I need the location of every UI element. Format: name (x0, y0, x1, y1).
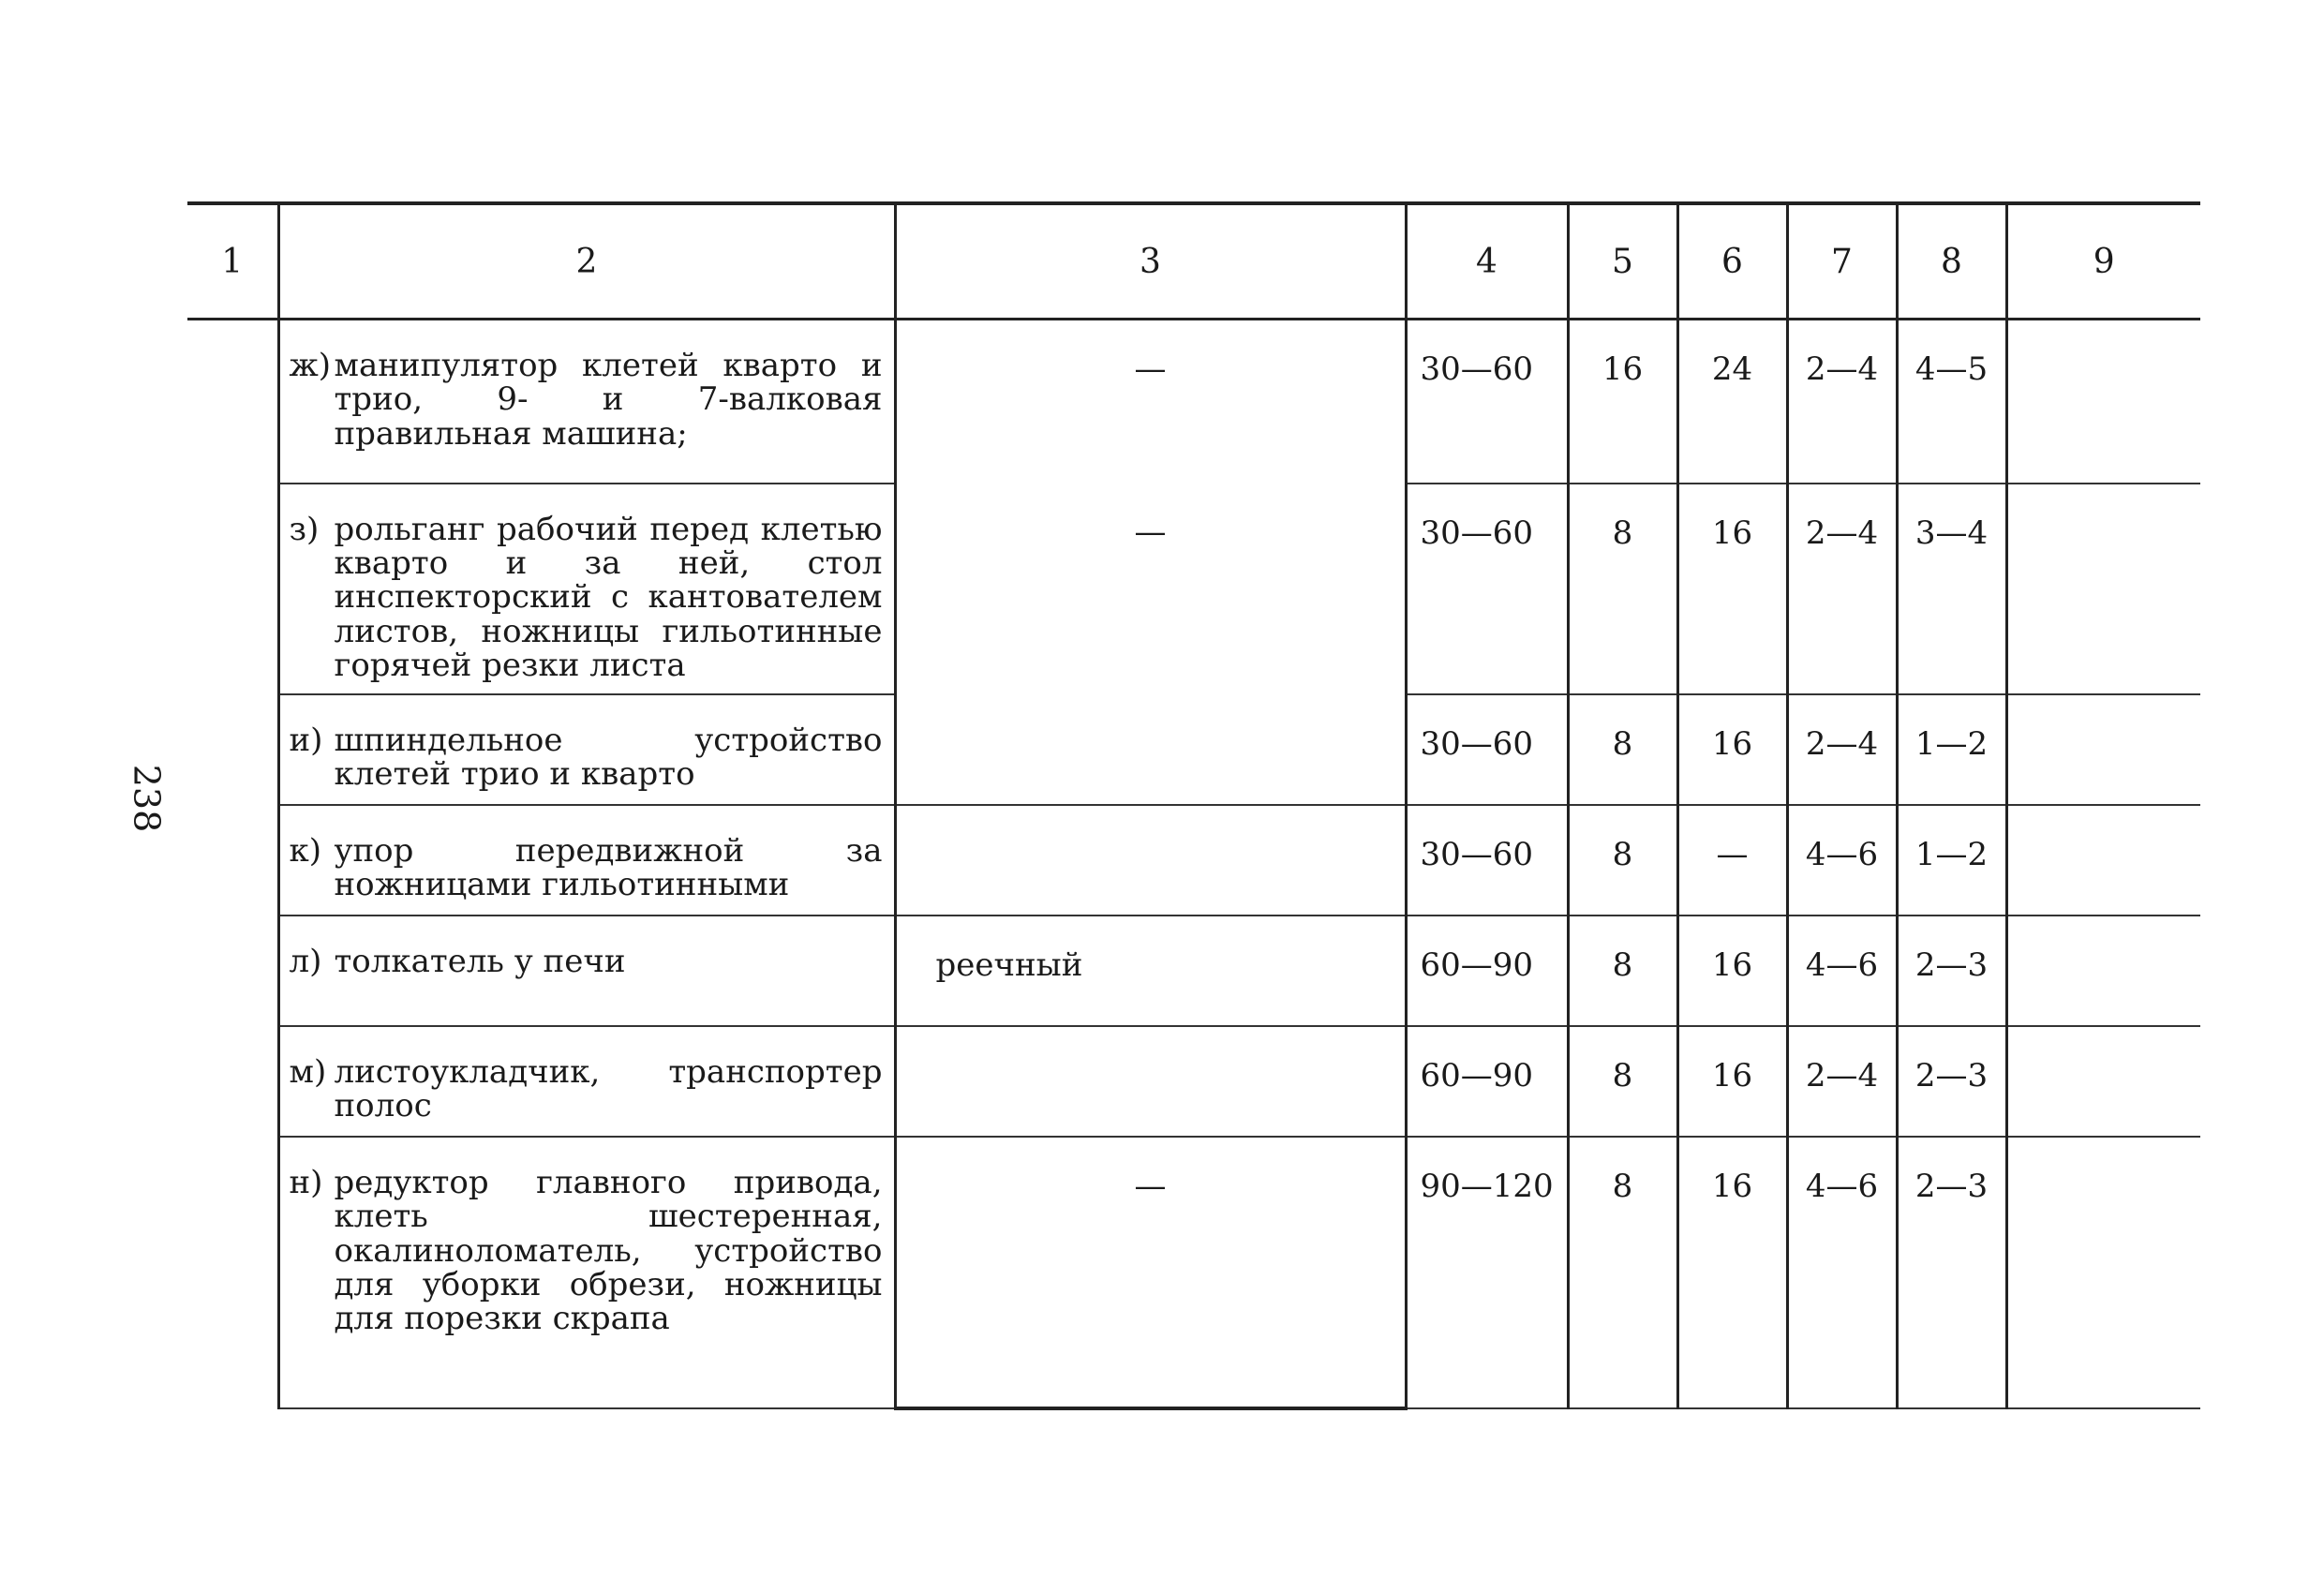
item-text: редуктор главного привода, клеть шестеренная, окалиноломатель, устройство для уборки обрези, ножницы для порезки скрапа (334, 1163, 883, 1338)
header-col-2: 2 (278, 203, 895, 320)
cell-col-7: 2—4 (1787, 320, 1897, 484)
cell-col-7: 4—6 (1787, 916, 1897, 1026)
cell-col-1 (187, 484, 278, 694)
cell-col-8: 1—2 (1897, 694, 2006, 805)
cell-col-3: реечный (895, 916, 1406, 1026)
table-row (187, 1137, 2200, 1408)
cell-col-7: 2—4 (1787, 1026, 1897, 1137)
cell-col-5: 8 (1568, 484, 1677, 694)
item-letter: к) (289, 831, 322, 870)
table-row (187, 805, 2200, 916)
header-row (187, 203, 2200, 320)
cell-col-9 (2006, 320, 2200, 484)
cell-description (278, 1026, 895, 1137)
item-letter: м) (289, 1052, 327, 1091)
cell-col-8: 2—3 (1897, 916, 2006, 1026)
cell-col-5: 16 (1568, 320, 1677, 484)
header-col-1: 1 (187, 203, 278, 320)
cell-col-8: 4—5 (1897, 320, 2006, 484)
cell-col-3 (895, 1026, 1406, 1137)
table-row (187, 320, 2200, 484)
header-col-5: 5 (1568, 203, 1677, 320)
item-letter: и) (289, 721, 323, 759)
cell-description (278, 805, 895, 916)
cell-col-8: 2—3 (1897, 1026, 2006, 1137)
cell-col-1 (187, 694, 278, 805)
cell-description (278, 484, 895, 694)
cell-col-4: 60—90 (1406, 916, 1568, 1026)
item-text: упор передвижной за ножницами гильотинными (334, 831, 883, 904)
cell-description (278, 694, 895, 805)
cell-col-1 (187, 916, 278, 1026)
specification-table (187, 201, 2200, 1410)
cell-col-9 (2006, 1137, 2200, 1408)
cell-description (278, 1137, 895, 1408)
cell-col-6: 16 (1677, 1026, 1787, 1137)
item-text: рольганг рабочий перед клетью кварто и за ней, стол инспекторский с кантователем листов, ножницы гильотинные горячей резки листа (334, 510, 883, 685)
header-col-4: 4 (1406, 203, 1568, 320)
cell-col-9 (2006, 916, 2200, 1026)
cell-col-7: 4—6 (1787, 1137, 1897, 1408)
header-col-7: 7 (1787, 203, 1897, 320)
header-col-8: 8 (1897, 203, 2006, 320)
cell-col-9 (2006, 694, 2200, 805)
cell-description (278, 320, 895, 484)
cell-col-4: 30—60 (1406, 320, 1568, 484)
header-col-3: 3 (895, 203, 1406, 320)
cell-col-3: — (895, 1137, 1406, 1408)
item-text: толкатель у печи (334, 942, 626, 980)
cell-col-4: 60—90 (1406, 1026, 1568, 1137)
cell-col-9 (2006, 805, 2200, 916)
cell-col-6: — (1677, 805, 1787, 916)
cell-col-9 (2006, 484, 2200, 694)
cell-col-1 (187, 1026, 278, 1137)
cell-col-6: 16 (1677, 484, 1787, 694)
table-row (187, 694, 2200, 805)
cell-col-3: — (895, 484, 1406, 694)
cell-col-3 (895, 694, 1406, 805)
cell-col-6: 16 (1677, 1137, 1787, 1408)
header-col-9: 9 (2006, 203, 2200, 320)
item-letter: л) (289, 942, 322, 980)
cell-col-8: 3—4 (1897, 484, 2006, 694)
item-letter: з) (289, 510, 320, 548)
cell-col-1 (187, 805, 278, 916)
cell-col-5: 8 (1568, 1137, 1677, 1408)
table-row (187, 484, 2200, 694)
cell-col-6: 24 (1677, 320, 1787, 484)
cell-col-7: 2—4 (1787, 484, 1897, 694)
table-row (187, 1026, 2200, 1137)
cell-col-1 (187, 320, 278, 484)
item-text: манипулятор клетей кварто и трио, 9- и 7-валковая правильная машина; (334, 347, 883, 453)
cell-col-5: 8 (1568, 916, 1677, 1026)
cell-col-4: 30—60 (1406, 805, 1568, 916)
cell-col-4: 30—60 (1406, 694, 1568, 805)
cell-col-6: 16 (1677, 916, 1787, 1026)
item-text: шпиндельное устройство клетей трио и кварто (334, 721, 883, 794)
cell-col-5: 8 (1568, 694, 1677, 805)
cell-col-3 (895, 805, 1406, 916)
cell-col-5: 8 (1568, 805, 1677, 916)
cell-col-7: 4—6 (1787, 805, 1897, 916)
cell-col-4: 30—60 (1406, 484, 1568, 694)
cell-col-1 (187, 1137, 278, 1408)
cell-col-3: — (895, 320, 1406, 484)
cell-description (278, 916, 895, 1026)
cell-col-4: 90—120 (1406, 1137, 1568, 1408)
cell-col-8: 2—3 (1897, 1137, 2006, 1408)
item-letter: н) (289, 1163, 323, 1201)
item-letter: ж) (289, 347, 332, 384)
table-body (187, 320, 2200, 1409)
cell-col-9 (2006, 1026, 2200, 1137)
cell-col-5: 8 (1568, 1026, 1677, 1137)
page-number: 238 (126, 764, 168, 833)
cell-col-7: 2—4 (1787, 694, 1897, 805)
cell-col-8: 1—2 (1897, 805, 2006, 916)
cell-col-6: 16 (1677, 694, 1787, 805)
item-text: листоукладчик, транспортер полос (334, 1052, 883, 1125)
table-row (187, 916, 2200, 1026)
header-col-6: 6 (1677, 203, 1787, 320)
